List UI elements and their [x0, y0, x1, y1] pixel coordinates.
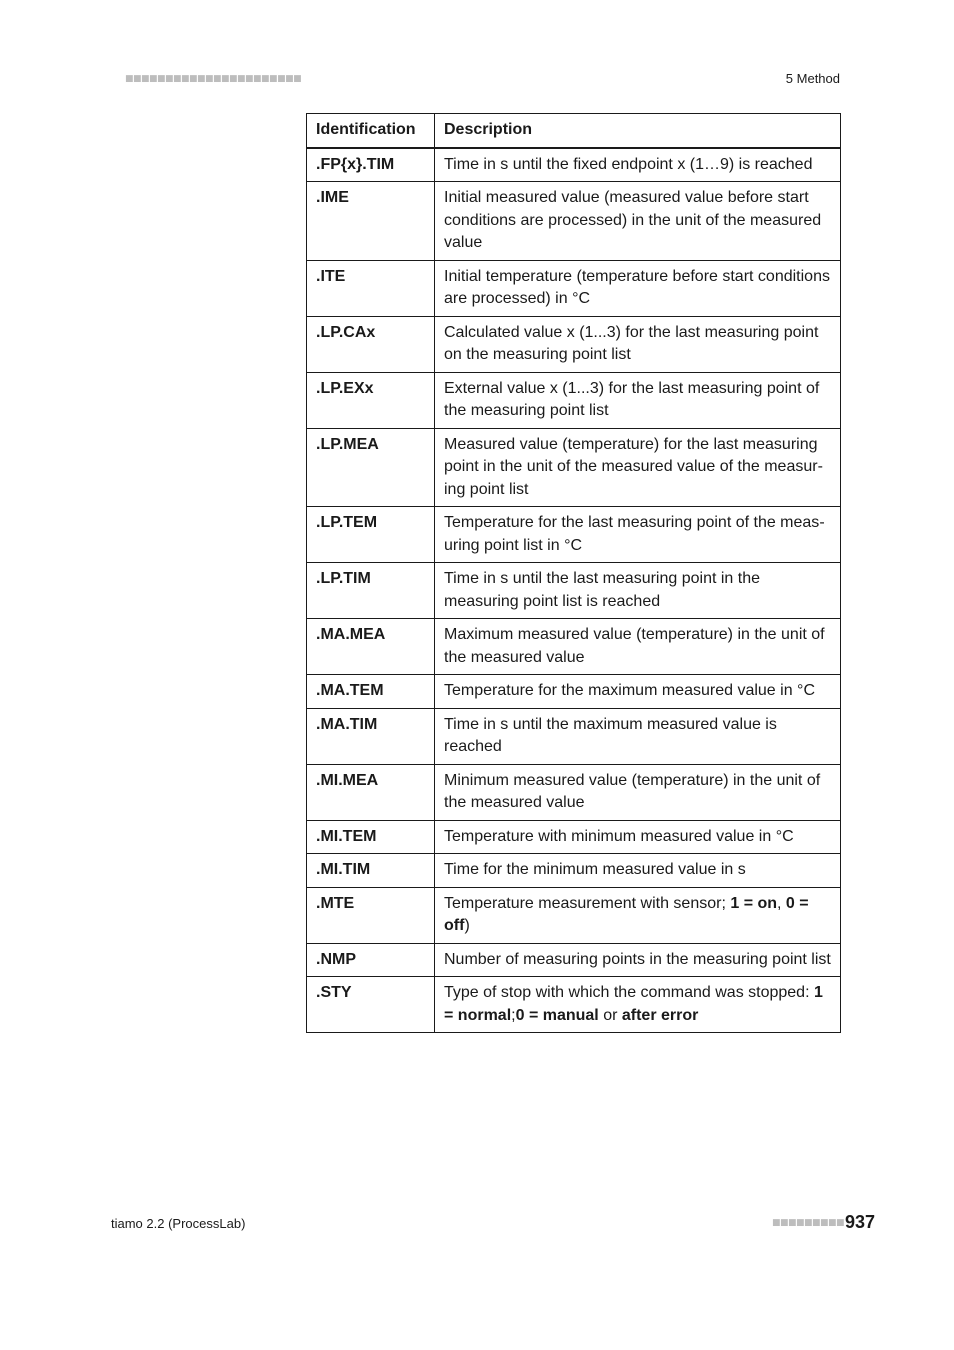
identification-cell: .LP.TEM: [307, 507, 435, 563]
description-cell: [435, 854, 841, 888]
description-value-bold: after error: [621, 1006, 699, 1024]
table-row: [307, 428, 841, 507]
identification-cell: .LP.CAx: [307, 316, 435, 372]
identification-cell: .ITE: [307, 260, 435, 316]
header-decoration-dots: ■■■■■■■■■■■■■■■■■■■■■■: [125, 74, 302, 84]
identification-cell: .STY: [307, 977, 435, 1033]
description-text: Number of measuring points in the measuring point list: [444, 950, 831, 968]
identification-cell: .FP{x}.TIM: [307, 148, 435, 182]
identification-cell: .MTE: [307, 887, 435, 943]
identification-cell: .LP.MEA: [307, 428, 435, 507]
description-text: or: [598, 1006, 622, 1024]
description-value-bold: 0 = manual: [515, 1006, 599, 1024]
column-header-identification: Identification: [307, 114, 435, 148]
description-text: ;: [511, 1006, 516, 1024]
description-cell: [435, 507, 841, 563]
description-cell: [435, 619, 841, 675]
description-text: Time in s until the maximum measured value is reached: [444, 715, 777, 755]
table-row: [307, 507, 841, 563]
table-row: [307, 148, 841, 182]
table-row: [307, 182, 841, 261]
description-cell: [435, 316, 841, 372]
description-cell: [435, 428, 841, 507]
table-body: [307, 148, 841, 1033]
description-text: ,: [777, 894, 786, 912]
description-text: Time in s until the fixed endpoint x (1…9) is reached: [444, 155, 813, 173]
description-text: Calculated value x (1...3) for the last measuring point on the measuring point list: [444, 323, 819, 363]
table-row: [307, 708, 841, 764]
description-cell: [435, 675, 841, 709]
description-text: Initial measured value (measured value before start conditions are processed) in the unit of the measured value: [444, 189, 822, 251]
table-row: [307, 887, 841, 943]
description-cell: [435, 182, 841, 261]
table-row: [307, 372, 841, 428]
description-cell: [435, 372, 841, 428]
column-header-description: Description: [435, 114, 841, 148]
description-cell: [435, 977, 841, 1033]
footer-decoration-dots: ■■■■■■■■■: [772, 1218, 845, 1228]
description-text: External value x (1...3) for the last measuring point of the measuring point list: [444, 379, 820, 419]
description-text: Temperature for the maximum measured value in °C: [444, 682, 815, 699]
description-cell: [435, 943, 841, 977]
identification-cell: .IME: [307, 182, 435, 261]
table-row: [307, 820, 841, 854]
table-row: [307, 977, 841, 1033]
identification-cell: .MI.MEA: [307, 764, 435, 820]
table-header-row: [307, 114, 841, 148]
description-text: Time in s until the last measuring point in the measuring point list is reached: [444, 570, 761, 610]
description-text: Maximum measured value (temperature) in the unit of the measured value: [444, 626, 825, 666]
identification-cell: .MA.TIM: [307, 708, 435, 764]
description-text: Temperature with minimum measured value in °C: [444, 827, 794, 845]
table-row: [307, 675, 841, 709]
table-row: [307, 764, 841, 820]
identification-cell: .MI.TIM: [307, 854, 435, 888]
description-text: Time for the minimum measured value in s: [444, 861, 746, 878]
description-value-bold: 0 = off: [444, 894, 809, 934]
description-text: Measured value (temperature) for the last measuring point in the unit of the measured value of the measuring point list: [444, 435, 823, 498]
identification-cell: .MA.MEA: [307, 619, 435, 675]
description-text: Temperature for the last measuring point of the measuring point list in °C: [444, 514, 825, 554]
table-row: [307, 260, 841, 316]
identification-table: [306, 113, 841, 1033]
description-cell: [435, 148, 841, 182]
footer-product-name: tiamo 2.2 (ProcessLab): [111, 1216, 246, 1231]
description-value-bold: 1 = normal: [444, 984, 823, 1024]
identification-cell: .MA.TEM: [307, 675, 435, 709]
description-text: Minimum measured value (temperature) in the unit of the measured value: [444, 771, 821, 811]
identification-cell: .MI.TEM: [307, 820, 435, 854]
chapter-title: 5 Method: [785, 71, 840, 86]
identification-cell: .LP.TIM: [307, 563, 435, 619]
table-row: [307, 619, 841, 675]
page-number: 937: [845, 1212, 876, 1232]
description-cell: [435, 887, 841, 943]
description-text: Initial temperature (temperature before start conditions are processed) in °C: [444, 267, 830, 307]
table-row: [307, 316, 841, 372]
description-cell: [435, 820, 841, 854]
table-row: [307, 943, 841, 977]
description-cell: [435, 260, 841, 316]
description-text: ): [464, 917, 470, 934]
table-row: [307, 854, 841, 888]
table-row: [307, 563, 841, 619]
description-value-bold: 1 = on: [730, 894, 778, 912]
description-cell: [435, 563, 841, 619]
identification-cell: .LP.EXx: [307, 372, 435, 428]
description-cell: [435, 708, 841, 764]
identification-cell: .NMP: [307, 943, 435, 977]
description-text: Temperature measurement with sensor;: [444, 894, 731, 912]
description-text: Type of stop with which the command was stopped:: [444, 984, 814, 1001]
description-cell: [435, 764, 841, 820]
